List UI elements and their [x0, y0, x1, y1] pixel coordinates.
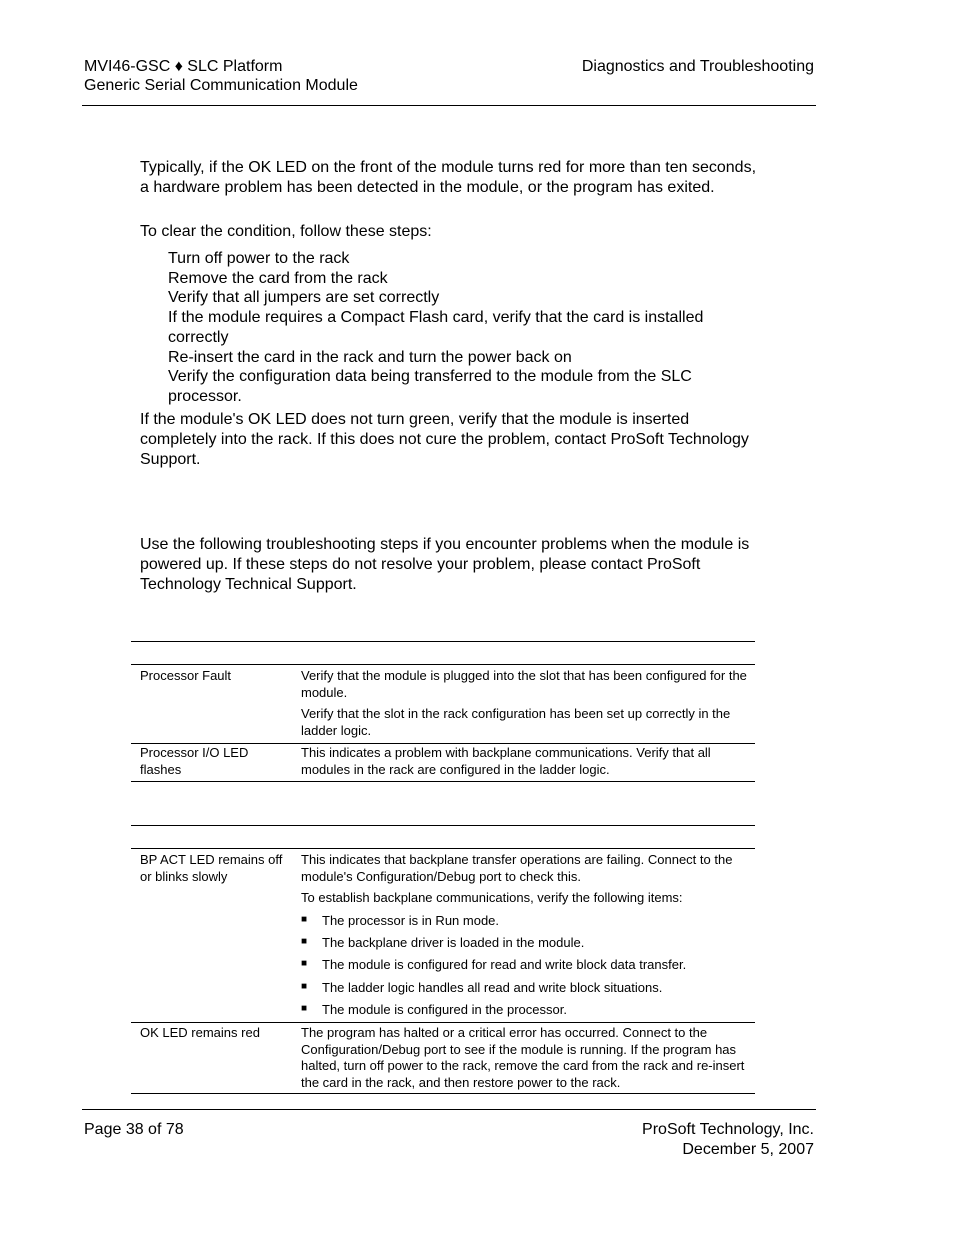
steps-intro: To clear the condition, follow these steps: [140, 223, 432, 240]
header-section-title: Diagnostics and Troubleshooting [581, 58, 814, 75]
row-divider [131, 743, 755, 744]
square-bullet-icon: ■ [301, 958, 308, 969]
table-header-rule [131, 848, 755, 849]
intro-paragraph: Typically, if the OK LED on the front of the module turns red for more than ten seconds, a hardware problem has been detected in the module, or the program has exited. [140, 159, 757, 196]
square-bullet-icon: ■ [301, 981, 308, 992]
footer-divider [82, 1109, 816, 1110]
solution-cell: This indicates a problem with backplane communications. Verify that all modules in the rack are configured in the ladder logic. [301, 745, 711, 777]
problem-cell: Processor Fault [140, 668, 232, 683]
step-item: If the module requires a Compact Flash card, verify that the card is installed correctly [168, 309, 704, 346]
row-divider [131, 1022, 755, 1023]
step-item: Verify that all jumpers are set correctly [168, 289, 440, 307]
problem-cell: OK LED remains red [140, 1025, 260, 1040]
square-bullet-icon: ■ [301, 914, 308, 925]
table-bottom-rule [131, 1093, 755, 1094]
steps-list [168, 249, 758, 407]
footer-company: ProSoft Technology, Inc. [642, 1121, 814, 1138]
square-bullet-icon: ■ [301, 1003, 308, 1014]
step-item: Re-insert the card in the rack and turn the power back on [168, 348, 572, 366]
solution-cell: To establish backplane communications, verify the following items: [301, 890, 683, 905]
step-item: Turn off power to the rack [168, 250, 350, 267]
footer-date: December 5, 2007 [682, 1140, 814, 1158]
header-product [84, 57, 358, 95]
step-item: Remove the card from the rack [168, 269, 388, 287]
solution-cell: Verify that the slot in the rack configuration has been set up correctly in the ladder logic. [301, 706, 731, 738]
header-product-line2: Generic Serial Communication Module [84, 77, 358, 94]
step-item: Verify the configuration data being transferred to the module from the SLC processor. [168, 368, 692, 405]
solution-cell: The program has halted or a critical error has occurred. Connect to the Configuration/Debug port to see if the module is running. If the program has halted, turn off power to the rack, remove the card from the rack and re-insert the card in the rack, and then restore power to the rack. [301, 1025, 745, 1090]
solution-cell: Verify that the module is plugged into the slot that has been configured for the module. [301, 668, 747, 700]
problem-cell: Processor I/O LED flashes [140, 745, 249, 777]
problem-cell: BP ACT LED remains off or blinks slowly [140, 852, 283, 884]
table-top-rule [131, 641, 755, 642]
table-bottom-rule [131, 781, 755, 782]
ok-led-paragraph: If the module's OK LED does not turn green, verify that the module is inserted completely into the rack. If this does not cure the problem, contact ProSoft Technology Support. [140, 411, 749, 468]
footer-company-date [642, 1120, 814, 1159]
table-header-rule [131, 664, 755, 665]
square-bullet-icon: ■ [301, 936, 308, 947]
header-divider [82, 105, 816, 106]
page-number: Page 38 of 78 [84, 1121, 184, 1138]
table-top-rule [131, 825, 755, 826]
header-product-line1: MVI46-GSC ♦ SLC Platform [84, 58, 283, 75]
solution-cell: This indicates that backplane transfer operations are failing. Connect to the module's Configuration/Debug port to check this. [301, 852, 733, 884]
troubleshooting-intro: Use the following troubleshooting steps if you encounter problems when the module is powered up. If these steps do not resolve your problem, please contact ProSoft Technology Technical Support. [140, 536, 750, 593]
